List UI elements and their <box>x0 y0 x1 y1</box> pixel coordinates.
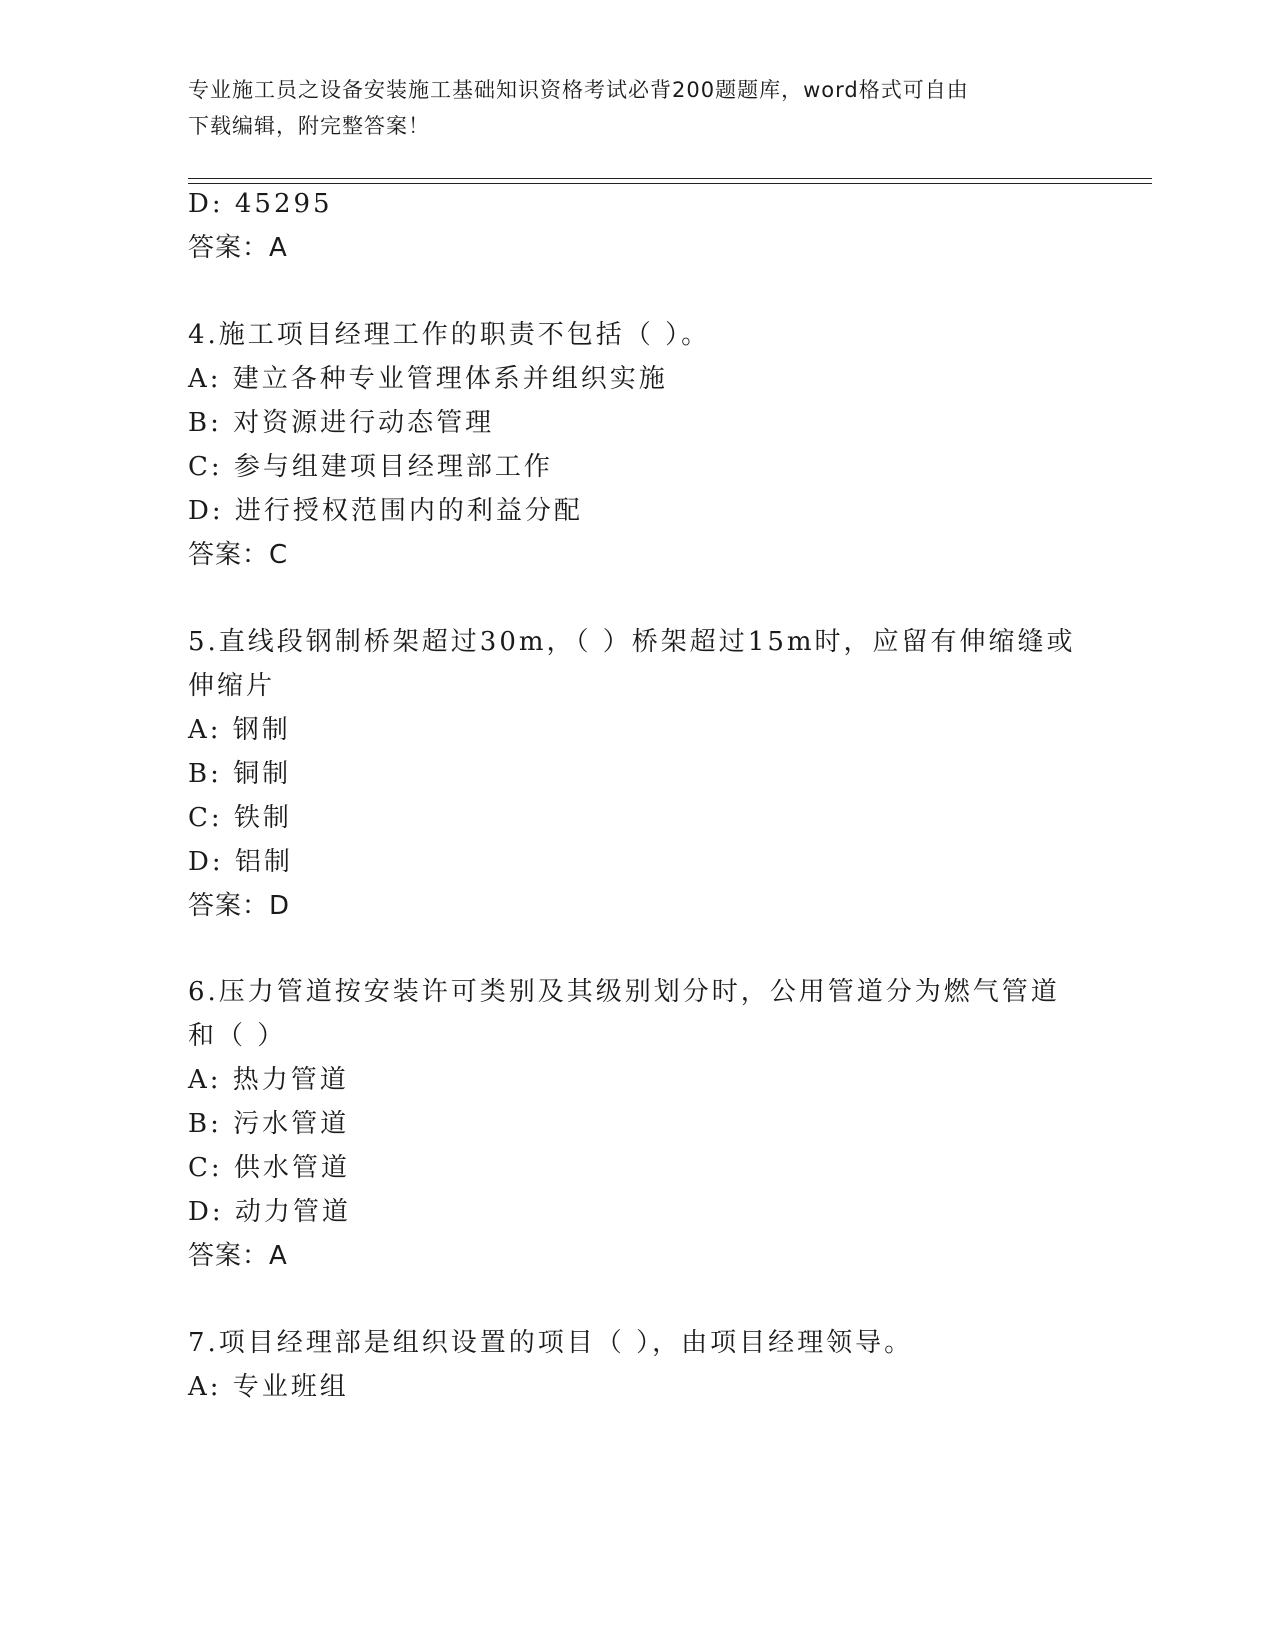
header-title-line-2: 下载编辑，附完整答案！ <box>188 114 430 138</box>
question-stem-line-2: 和（ ） <box>188 1021 287 1051</box>
document-header <box>188 72 1068 144</box>
answer: 答案：C <box>188 540 289 570</box>
answer: 答案：D <box>188 891 291 921</box>
question-stem-line-1: 5.直线段钢制桥架超过30m，（ ）桥架超过15m时，应留有伸缩缝或 <box>188 627 1076 657</box>
answer: 答案：A <box>188 1241 288 1271</box>
header-title-line-1: 专业施工员之设备安装施工基础知识资格考试必背200题题库，word格式可自由 <box>188 78 969 102</box>
question-stem-line-2: 伸缩片 <box>188 671 276 701</box>
option-d: D: 铝制 <box>188 847 293 877</box>
header-divider-bottom <box>188 183 1152 184</box>
question-stem-line-1: 6.压力管道按安装许可类别及其级别划分时，公用管道分为燃气管道 <box>188 977 1060 1007</box>
option-a: A: 建立各种专业管理体系并组织实施 <box>188 364 668 394</box>
option-c: C: 铁制 <box>188 803 292 833</box>
option-c: C: 供水管道 <box>188 1153 350 1183</box>
header-divider-top <box>188 178 1152 179</box>
option-b: B: 铜制 <box>188 759 292 789</box>
option-d: D: 45295 <box>188 189 333 219</box>
question-stem: 4.施工项目经理工作的职责不包括（ ）。 <box>188 320 711 350</box>
option-a: A: 专业班组 <box>188 1372 349 1402</box>
answer: 答案：A <box>188 233 288 263</box>
option-d: D: 进行授权范围内的利益分配 <box>188 496 583 526</box>
option-a: A: 热力管道 <box>188 1065 349 1095</box>
question-stem: 7.项目经理部是组织设置的项目（ ），由项目经理领导。 <box>188 1328 914 1358</box>
option-d: D: 动力管道 <box>188 1197 351 1227</box>
option-c: C: 参与组建项目经理部工作 <box>188 452 553 482</box>
option-b: B: 污水管道 <box>188 1109 350 1139</box>
option-a: A: 钢制 <box>188 715 291 745</box>
option-b: B: 对资源进行动态管理 <box>188 408 495 438</box>
